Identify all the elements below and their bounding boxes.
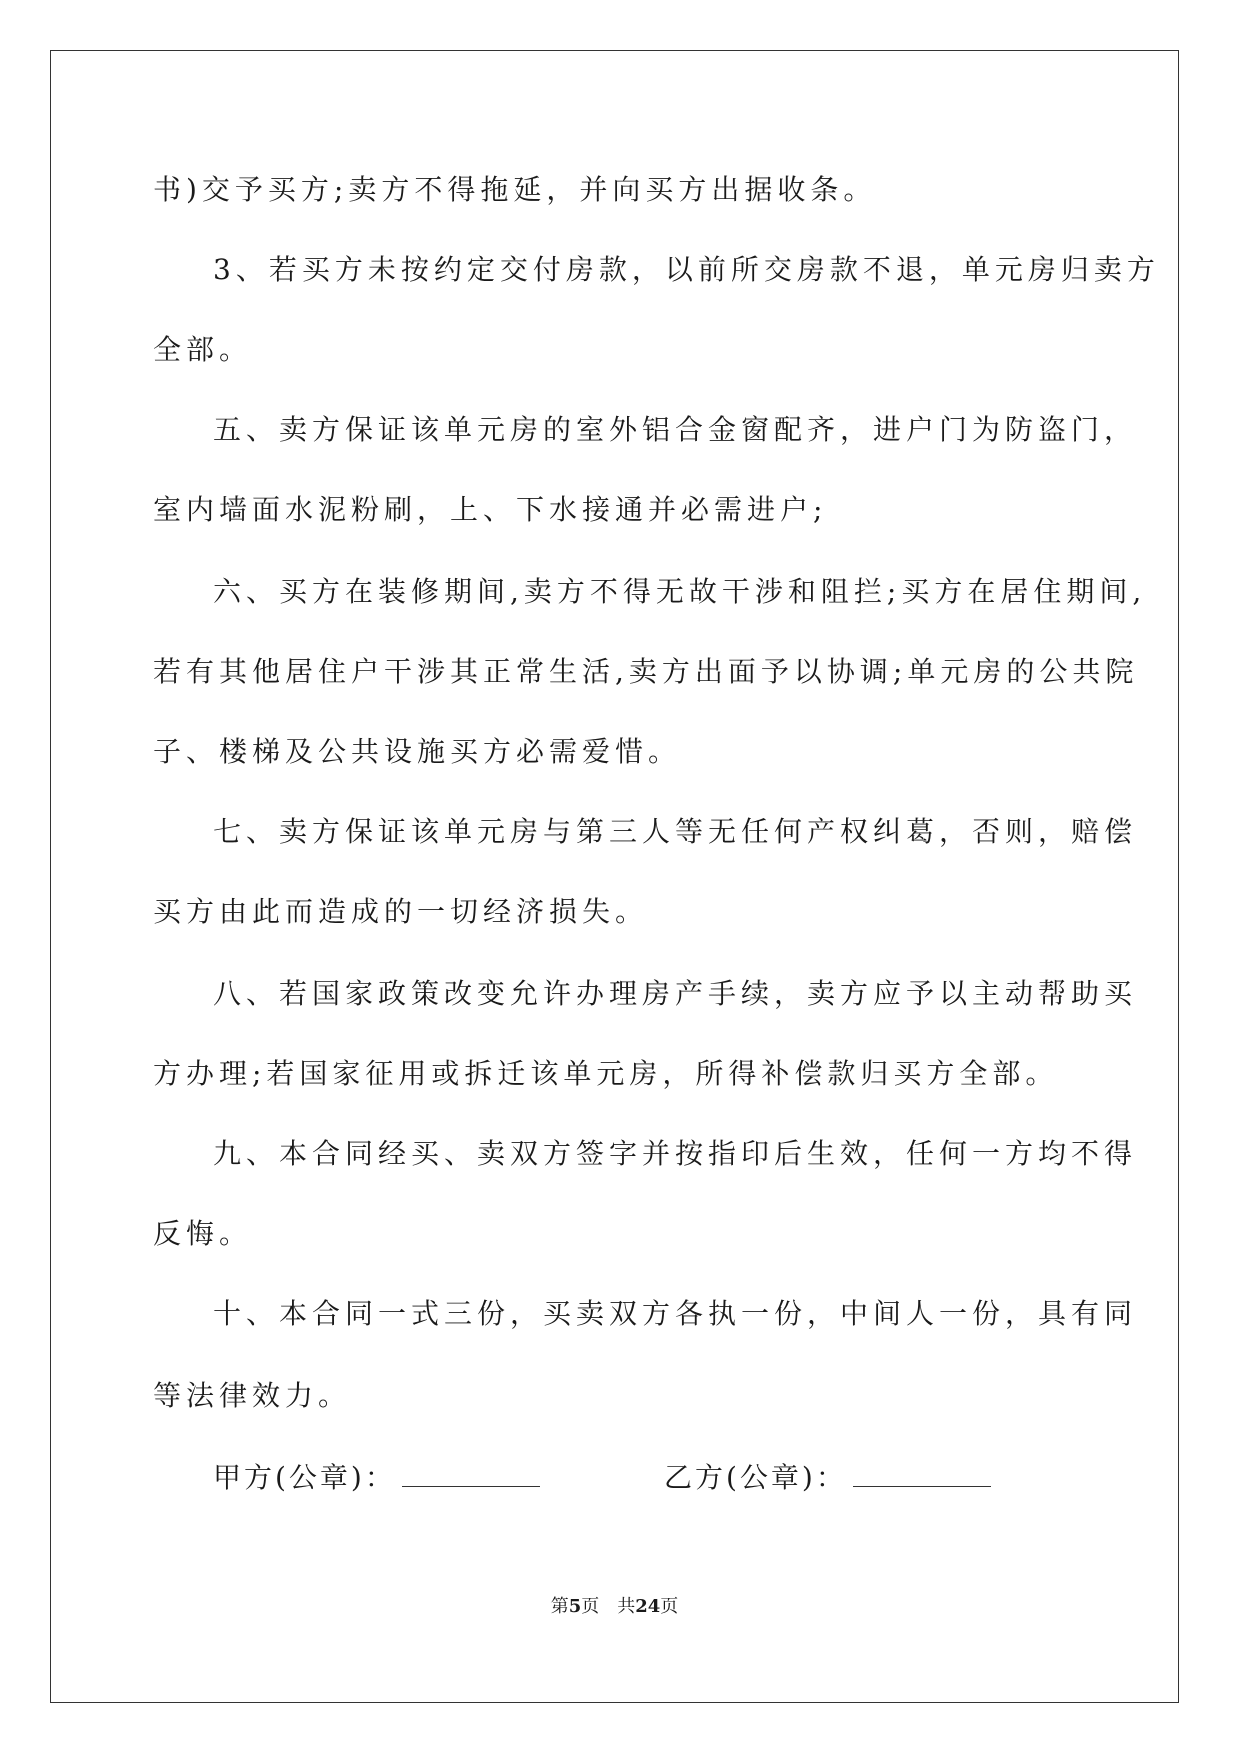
paragraph-line-9: 七、卖方保证该单元房与第三人等无任何产权纠葛，否则，赔偿: [213, 815, 1138, 848]
paragraph-line-12: 方办理;若国家征用或拆迁该单元房，所得补偿款归买方全部。: [153, 1057, 1059, 1090]
paragraph-line-6: 六、买方在装修期间,卖方不得无故干涉和阻拦;买方在居住期间,: [213, 575, 1147, 608]
paragraph-line-4: 五、卖方保证该单元房的室外铝合金窗配齐，进户门为防盗门，: [213, 413, 1138, 446]
page-prefix: 第: [550, 1596, 569, 1617]
party-a-label: 甲方(公章)：: [213, 1461, 396, 1494]
paragraph-line-3: 全部。: [153, 333, 253, 366]
page-current: 5: [568, 1596, 582, 1617]
paragraph-line-15: 十、本合同一式三份，买卖双方各执一份，中间人一份，具有同: [213, 1297, 1138, 1330]
page-border: [50, 50, 1179, 1703]
page-footer: [0, 1592, 1229, 1618]
paragraph-line-1: 书)交予买方;卖方不得拖延，并向买方出据收条。: [153, 173, 877, 206]
page-mid: 页 共: [581, 1596, 636, 1617]
paragraph-line-7: 若有其他居住户干涉其正常生活,卖方出面予以协调;单元房的公共院: [153, 655, 1139, 688]
party-a-signature: [213, 1458, 540, 1498]
party-a-signature-line: [402, 1460, 540, 1487]
party-b-label: 乙方(公章)：: [664, 1461, 847, 1494]
paragraph-line-5: 室内墙面水泥粉刷，上、下水接通并必需进户;: [153, 493, 828, 526]
paragraph-line-2: 3、若买方未按约定交付房款，以前所交房款不退，单元房归卖方: [213, 253, 1160, 286]
party-b-signature-line: [853, 1460, 991, 1487]
paragraph-line-14: 反悔。: [153, 1217, 253, 1250]
paragraph-line-10: 买方由此而造成的一切经济损失。: [153, 895, 649, 928]
paragraph-line-11: 八、若国家政策改变允许办理房产手续，卖方应予以主动帮助买: [213, 977, 1138, 1010]
party-b-signature: [664, 1458, 991, 1498]
page-suffix: 页: [660, 1596, 679, 1617]
paragraph-line-13: 九、本合同经买、卖双方签字并按指印后生效，任何一方均不得: [213, 1137, 1138, 1170]
paragraph-line-16: 等法律效力。: [153, 1379, 352, 1412]
page-total: 24: [635, 1596, 661, 1617]
paragraph-line-8: 子、楼梯及公共设施买方必需爱惜。: [153, 735, 682, 768]
